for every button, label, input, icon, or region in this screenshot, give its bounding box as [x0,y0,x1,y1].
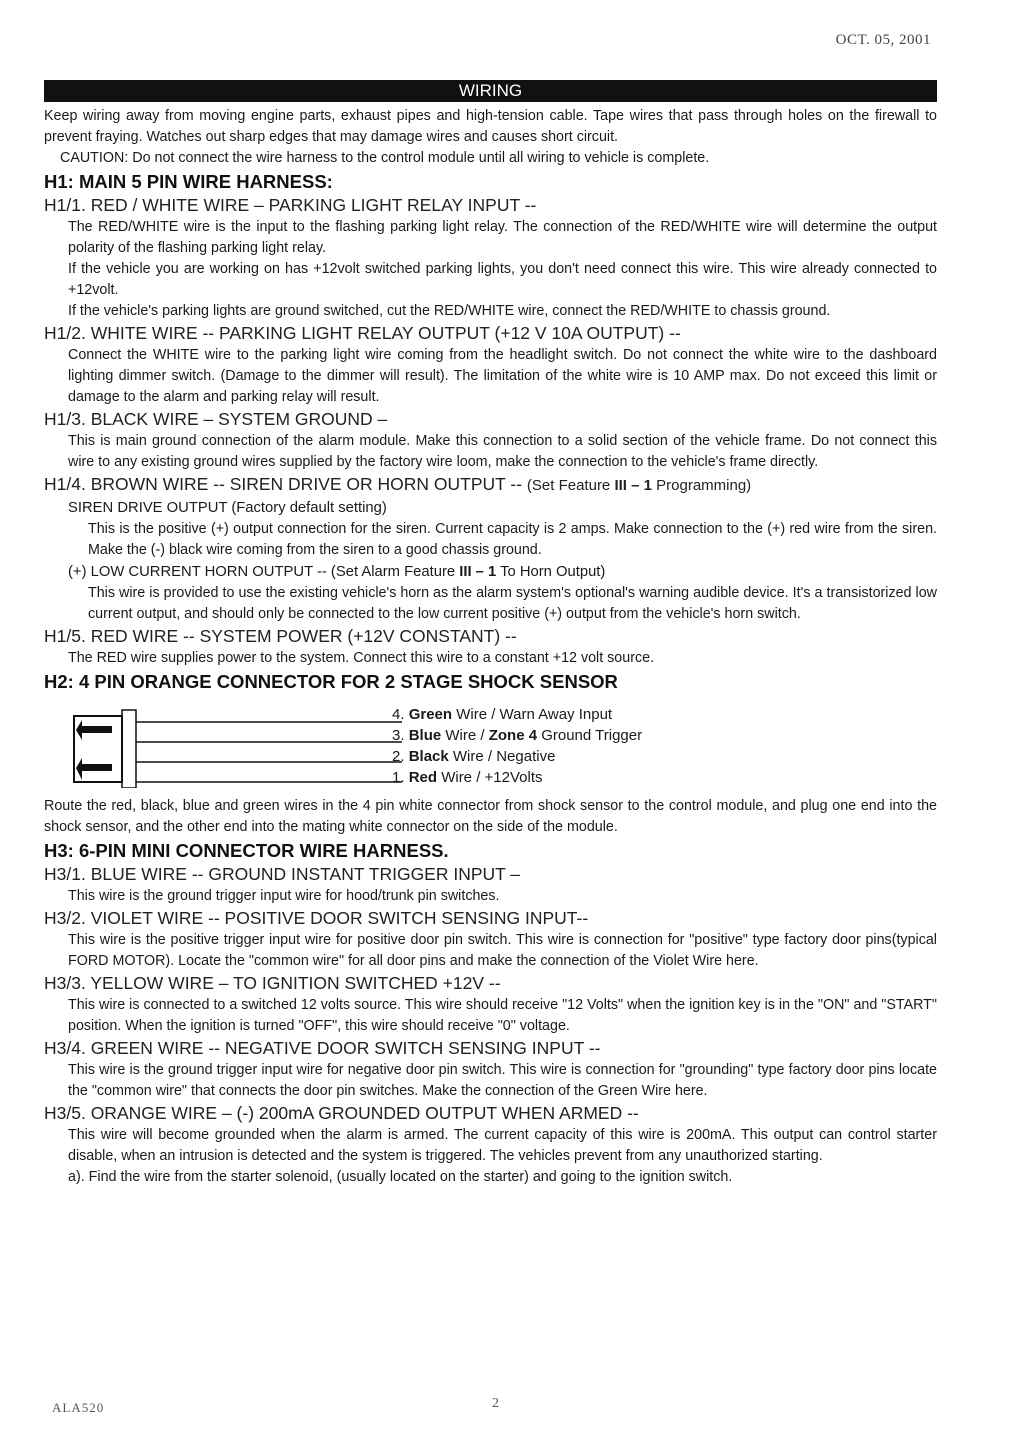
horn-output-title-pre: (+) LOW CURRENT HORN OUTPUT -- (Set Alarm Feature [68,564,460,580]
horn-output-heading [44,561,937,583]
h3-1-heading: H3/1. BLUE WIRE -- GROUND INSTANT TRIGGER INPUT – [44,864,521,884]
document-date: OCT. 05, 2001 [835,32,931,48]
h1-4-note-pre: (Set Feature [526,477,615,494]
h3-4-heading: H3/4. GREEN WIRE -- NEGATIVE DOOR SWITCH SENSING INPUT -- [44,1038,601,1058]
siren-output-heading: SIREN DRIVE OUTPUT (Factory default setting) [68,500,387,516]
h1-3-heading: H1/3. BLACK WIRE – SYSTEM GROUND – [44,409,388,429]
h1-4-note [527,477,751,494]
h1-1-paragraph-3: If the vehicle's parking lights are ground switched, cut the RED/WHITE wire, connect the RED/WHITE to chassis ground. [68,303,831,319]
connector-wire-list [392,704,642,788]
h1-3-paragraph: This is main ground connection of the alarm module. Make this connection to a solid section of the vehicle frame. Do not connect this wire to any existing ground wires supplied by the factory wire loom, make the connection to the vehicle's frame directly. [68,433,937,470]
siren-output-paragraph: This is the positive (+) output connection for the siren. Current capacity is 2 amps. Make connection to the (+) red wire from the siren. Make the (-) black wire coming from the siren to a good chassis ground. [88,521,937,558]
wire-description-rest: Ground Trigger [537,727,643,744]
section-banner: WIRING [44,80,937,102]
h2-paragraph: Route the red, black, blue and green wires in the 4 pin white connector from shock sensor to the control module, and plug one end into the shock sensor, and the other end into the mating white connector on the side of the module. [44,798,937,835]
wire-description: Wire / +12Volts [437,769,543,786]
h1-4-title: H1/4. BROWN WIRE -- SIREN DRIVE OR HORN OUTPUT -- [44,474,523,494]
wire-color: Red [408,769,438,786]
h1-2-heading: H1/2. WHITE WIRE -- PARKING LIGHT RELAY OUTPUT (+12 V 10A OUTPUT) -- [44,323,681,343]
connector-diagram [44,704,937,794]
model-number: ALA520 [52,1400,105,1415]
h1-5-paragraph: The RED wire supplies power to the system. Connect this wire to a constant +12 volt source. [68,650,655,666]
wire-item-4 [392,704,642,725]
h3-5-paragraph: This wire will become grounded when the alarm is armed. The current capacity of this wire is 200mA. This output can control starter disable, when an intrusion is detected and the system is triggered. The vehicles prevent from any unauthorized starting. [68,1127,937,1164]
wire-color: Blue [408,727,442,744]
wire-color: Green [408,706,453,723]
h3-1-paragraph: This wire is the ground trigger input wire for hood/trunk pin switches. [68,888,500,904]
intro-paragraph: Keep wiring away from moving engine parts, exhaust pipes and high-tension cable. Tape wires that pass through holes on the firewall to prevent fraying. Watches out sharp edges that may damage wires and causes short circuit. [44,108,937,145]
horn-output-feature: III – 1 [459,564,497,580]
wire-description: Wire / [441,727,489,744]
h1-1-heading: H1/1. RED / WHITE WIRE – PARKING LIGHT RELAY INPUT -- [44,195,537,215]
wire-number: 1. [392,769,405,786]
h3-2-heading: H3/2. VIOLET WIRE -- POSITIVE DOOR SWITCH SENSING INPUT-- [44,908,589,928]
h3-heading: H3: 6-PIN MINI CONNECTOR WIRE HARNESS. [44,840,449,861]
horn-output-paragraph: This wire is provided to use the existing vehicle's horn as the alarm system's optional's warning audible device. It's a transistorized low current output, and should only be connected to the low current positive (+) output from the vehicle's horn switch. [88,585,937,622]
wire-item-2 [392,746,642,767]
caution-text: CAUTION: Do not connect the wire harness to the control module until all wiring to vehicle is complete. [60,150,710,166]
wire-number: 4. [392,706,405,723]
h1-4-heading [44,473,937,497]
wire-item-1 [392,767,642,788]
h3-5-heading: H3/5. ORANGE WIRE – (-) 200mA GROUNDED OUTPUT WHEN ARMED -- [44,1103,639,1123]
wire-description: Wire / Warn Away Input [452,706,613,723]
wire-zone: Zone 4 [488,727,538,744]
wire-description: Wire / Negative [448,748,556,765]
h1-1-paragraph-2: If the vehicle you are working on has +12volt switched parking lights, you don't need connect this wire. This wire already connected to +12volt. [68,261,937,298]
connector-wiring-icon [72,708,402,788]
h1-5-heading: H1/5. RED WIRE -- SYSTEM POWER (+12V CONSTANT) -- [44,626,517,646]
page-number: 2 [492,1396,499,1411]
h1-1-paragraph-1: The RED/WHITE wire is the input to the flashing parking light relay. The connection of the RED/WHITE wire will determine the output polarity of the flashing parking light relay. [68,219,937,256]
h1-4-note-feature: III – 1 [614,477,652,494]
wire-number: 2. [392,748,405,765]
h3-3-paragraph: This wire is connected to a switched 12 volts source. This wire should receive "12 Volts" when the ignition key is in the "ON" and "START" position. When the ignition is turned "OFF", this wire should receive "0" voltage. [68,997,937,1034]
h3-2-paragraph: This wire is the positive trigger input wire for positive door pin switch. This wire is connection for "positive" type factory door pins(typical FORD MOTOR). Locate the "common wire" for all door pins and make the connection of the Violet Wire here. [68,932,937,969]
wire-number: 3. [392,727,405,744]
h1-2-paragraph: Connect the WHITE wire to the parking light wire coming from the headlight switch. Do not connect the white wire to the dashboard lighting dimmer switch. (Damage to the dimmer will result). The limitation of the white wire is 10 AMP max. Do not exceed this limit or damage to the alarm and parking relay will result. [68,347,937,405]
wire-item-3 [392,725,642,746]
h2-heading: H2: 4 PIN ORANGE CONNECTOR FOR 2 STAGE SHOCK SENSOR [44,671,618,692]
h1-4-note-post: Programming) [651,477,752,494]
wire-color: Black [408,748,449,765]
horn-output-title-post: To Horn Output) [496,564,606,580]
h3-3-heading: H3/3. YELLOW WIRE – TO IGNITION SWITCHED +12V -- [44,973,501,993]
h3-4-paragraph: This wire is the ground trigger input wire for negative door pin switch. This wire is connection for "grounding" type factory door pins locate the "common wire" that connects the door pin switches. Make the connection of the Green Wire here. [68,1062,937,1099]
h1-heading: H1: MAIN 5 PIN WIRE HARNESS: [44,171,333,192]
h3-5-step-a: a). Find the wire from the starter solenoid, (usually located on the starter) and going to the ignition switch. [68,1169,733,1185]
document-body [44,80,937,1188]
